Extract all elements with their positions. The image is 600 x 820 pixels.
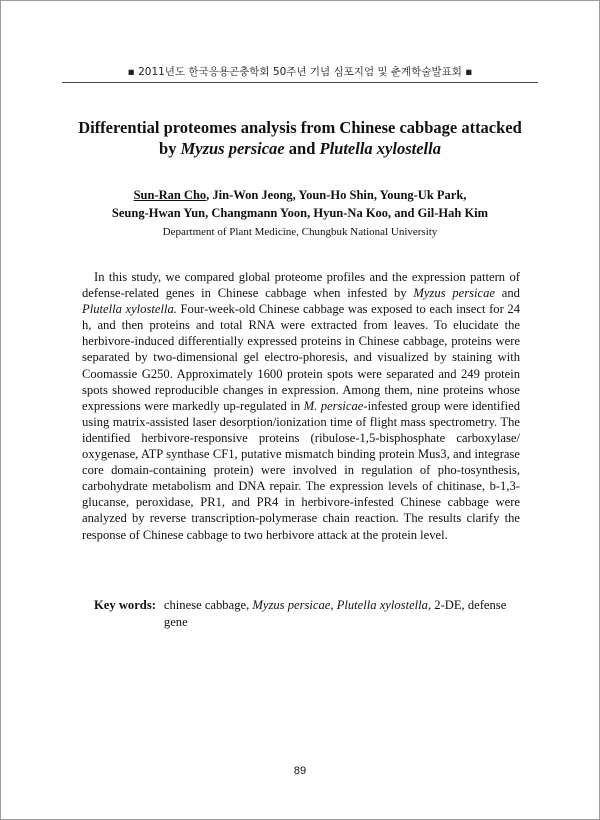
- abstract-text-2: and: [495, 286, 520, 301]
- paper-title: [70, 117, 530, 159]
- abstract-species-2: Plutella xylostella.: [82, 302, 177, 317]
- authors-line-2: Seung-Hwan Yun, Changmann Yoon, Hyun-Na Koo, and Gil-Hah Kim: [111, 206, 489, 220]
- abstract-species-3: M. persicae: [303, 398, 364, 413]
- abstract-text-4: -infested group were identified using matrix-assisted laser desorption/ionization time of flight mass spectrometry. The identified herbivore-responsive proteins (ribulose-1,5-bisphosphate carboxylase/ oxygenase, ATP synthase CF1, putative mismatch binding protein Mus3, and integrase core domain-containing protein) were involved in regulation of pho-tosynthesis, carbohydrate metabolism and DNA repair. The expression levels of chitinase, b-1,3-glucanse, peroxidase, PR1, and PR4 in herbivore-infested Chinese cabbage were analyzed by reverse transcription-polymerase chain reaction. The results clarify the response of Chinese cabbage to two herbivore attack at the protein level.: [82, 398, 520, 542]
- keywords: [94, 597, 524, 631]
- keywords-label: Key words:: [94, 598, 156, 612]
- author-list: [70, 186, 530, 222]
- keyword-sep: ,: [330, 598, 337, 612]
- title-text: Differential proteomes analysis from Chinese cabbage attacked by: [78, 118, 522, 158]
- authors-line-1: , Jin-Won Jeong, Youn-Ho Shin, Young-Uk Park,: [206, 188, 467, 202]
- abstract-text-1: In this study, we compared global proteome profiles and the expression pattern of defense-related genes in Chinese cabbage when infested by: [82, 270, 520, 301]
- abstract: [82, 269, 520, 543]
- keyword-species-1: Myzus persicae: [252, 598, 331, 612]
- title-conjunction: and: [284, 139, 320, 158]
- affiliation: Department of Plant Medicine, Chungbuk National University: [162, 226, 438, 238]
- keywords-list: [164, 597, 524, 631]
- abstract-text-3: Four-week-old Chinese cabbage was exposed to each insect for 24 h, and then proteins and total RNA were extracted from leaves. To elucidate the herbivore-induced differentially expressed proteins in Chinese cabbage, proteins were separated by two-dimensional gel electro-phoresis, and visualized by staining with Coomassie G250. Approximately 1600 protein spots were separated and 249 protein spots showed reproducible changes in expression. Among them, nine proteins whose expressions were markedly up-regulated in: [82, 302, 520, 413]
- keyword-rest: , 2-DE, defense gene: [163, 598, 507, 629]
- presenting-author: Sun-Ran Cho: [133, 188, 207, 202]
- running-header: ▪ 2011년도 한국응용곤충학회 50주년 기념 심포지엄 및 춘계학술발표회 ▪: [127, 66, 473, 78]
- abstract-species-1: Myzus persicae: [413, 286, 495, 301]
- header-rule: [62, 82, 538, 83]
- keyword-1: chinese cabbage,: [163, 598, 253, 612]
- keyword-species-2: Plutella xylostella: [336, 598, 428, 612]
- title-species-1: Myzus persicae: [180, 139, 285, 158]
- page-number: 89: [293, 765, 307, 777]
- title-species-2: Plutella xylostella: [319, 139, 441, 158]
